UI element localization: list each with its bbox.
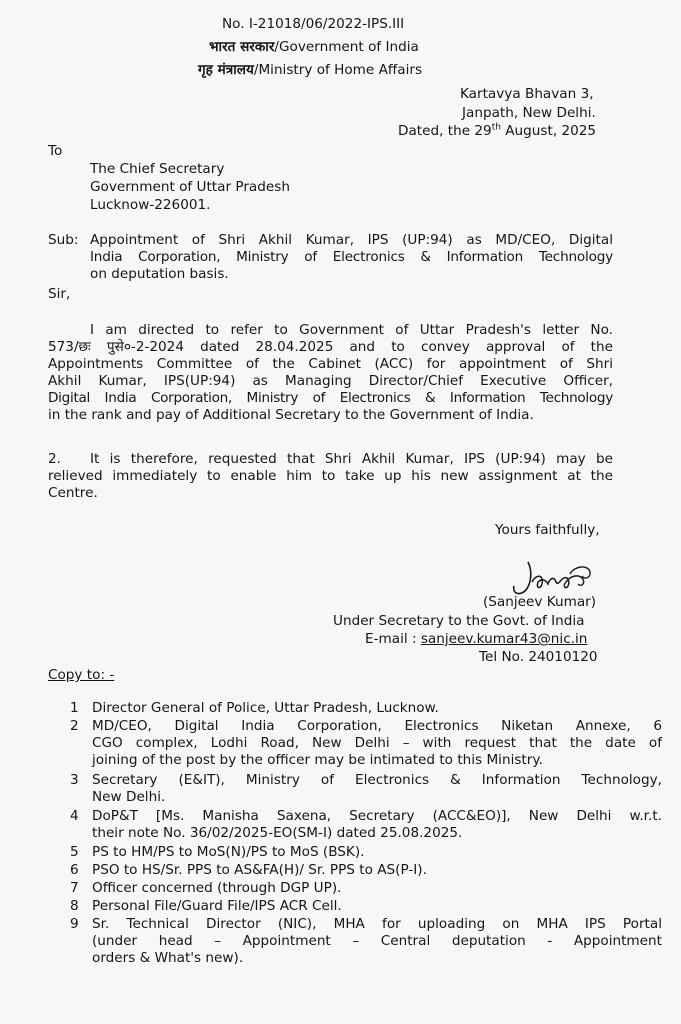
copy-to-item-line: Director General of Police, Uttar Pradesh, Lucknow. — [92, 700, 439, 716]
copy-to-item-text — [92, 700, 662, 717]
para2-number: 2. — [48, 451, 61, 467]
para1-line-6: in the rank and pay of Additional Secretary to the Government of India. — [48, 407, 534, 423]
copy-to-item-number: 6 — [70, 862, 79, 878]
copy-to-item-number: 9 — [70, 916, 79, 932]
copy-to-item-line: Officer concerned (through DGP UP). — [92, 880, 342, 896]
copy-to-item-number: 5 — [70, 844, 79, 860]
government-line — [209, 39, 419, 56]
copy-to-item-number: 8 — [70, 898, 79, 914]
ministry-hindi: गृह मंत्रालय — [198, 62, 254, 78]
recipient-line-2: Government of Uttar Pradesh — [90, 179, 290, 195]
para1-line-4: Akhil Kumar, IPS(UP:94) as Managing Director/Chief Executive Officer, — [48, 373, 613, 389]
copy-to-item-line: DoP&T [Ms. Manisha Saxena, Secretary (ACC&EO)], New Delhi w.r.t. — [92, 808, 662, 824]
para1-line-5: Digital India Corporation, Ministry of Electronics & Information Technology — [48, 390, 613, 406]
date-line: Dated, the 29th August, 2025 — [398, 122, 597, 139]
copy-to-item-number: 4 — [70, 808, 79, 824]
subject-label: Sub: — [48, 232, 79, 248]
copy-to-item-text — [92, 808, 662, 842]
closing: Yours faithfully, — [495, 522, 600, 538]
address-line-1: Kartavya Bhavan 3, — [460, 86, 594, 102]
copy-to-item-text — [92, 916, 662, 967]
copy-to-item-line: CGO complex, Lodhi Road, New Delhi – with request that the date of — [92, 735, 662, 751]
copy-to-item-text — [92, 844, 662, 861]
para1-line-2: 573/छः पुसे०-2-2024 dated 28.04.2025 and to convey approval of the — [48, 339, 613, 355]
subject-text — [90, 232, 613, 283]
copy-to-item-number: 3 — [70, 772, 79, 788]
copy-to-item-line: Sr. Technical Director (NIC), MHA for uploading on MHA IPS Portal — [92, 916, 662, 932]
signatory-designation: Under Secretary to the Govt. of India — [333, 613, 585, 629]
salutation: Sir, — [48, 286, 71, 302]
copy-to-item-line: Secretary (E&IT), Ministry of Electronics & Information Technology, — [92, 772, 662, 788]
para2-line-2: relieved immediately to enable him to take up his new assignment at the — [48, 468, 613, 484]
file-number: No. I-21018/06/2022-IPS.III — [222, 16, 405, 32]
para1-line-3: Appointments Committee of the Cabinet (ACC) for appointment of Shri — [48, 356, 613, 372]
copy-to-item-text — [92, 880, 662, 897]
copy-to-item-line: MD/CEO, Digital India Corporation, Electronics Niketan Annexe, 6 — [92, 718, 662, 734]
recipient-line-1: The Chief Secretary — [90, 161, 225, 177]
copy-to-item-text — [92, 772, 662, 806]
copy-to-item-text — [92, 862, 662, 879]
copy-to-item-line: (under head – Appointment – Central deputation - Appointment — [92, 933, 662, 949]
para2-line-3: Centre. — [48, 485, 98, 501]
recipient-line-3: Lucknow-226001. — [90, 197, 211, 213]
ministry-english: /Ministry of Home Affairs — [253, 62, 423, 78]
ministry-line — [198, 62, 422, 79]
copy-to-item-number: 1 — [70, 700, 79, 716]
copy-to-item-line: PSO to HS/Sr. PPS to AS&FA(H)/ Sr. PPS to AS(P-I). — [92, 862, 427, 878]
paragraph-2 — [48, 451, 613, 502]
copy-to-item-line: Personal File/Guard File/IPS ACR Cell. — [92, 898, 342, 914]
copy-to-item-text — [92, 898, 662, 915]
copy-to-item-line: joining of the post by the officer may be intimated to this Ministry. — [92, 752, 543, 768]
email-link[interactable]: sanjeev.kumar43@nic.in — [420, 631, 588, 647]
address-line-2: Janpath, New Delhi. — [462, 105, 596, 121]
copy-to-item-line: New Delhi. — [92, 789, 166, 805]
paragraph-1 — [48, 322, 613, 424]
subject-line-2: India Corporation, Ministry of Electronics & Information Technology — [90, 249, 613, 265]
copy-to-heading: Copy to: - — [48, 667, 115, 683]
copy-to-item-number: 2 — [70, 718, 79, 734]
to-label: To — [48, 143, 63, 159]
copy-to-item-line: PS to HM/PS to MoS(N)/PS to MoS (BSK). — [92, 844, 365, 860]
copy-to-item-number: 7 — [70, 880, 79, 896]
signatory-email-line: E-mail : sanjeev.kumar43@nic.in — [365, 631, 588, 647]
government-english: /Government of India — [274, 39, 419, 55]
copy-to-item-line: their note No. 36/02/2025-EO(SM-I) dated 25.08.2025. — [92, 825, 463, 841]
para1-line-1: I am directed to refer to Government of Uttar Pradesh's letter No. — [90, 322, 613, 338]
subject-line-1: Appointment of Shri Akhil Kumar, IPS (UP:94) as MD/CEO, Digital — [90, 232, 613, 248]
signatory-tel: Tel No. 24010120 — [479, 649, 598, 665]
copy-to-item-text — [92, 718, 662, 769]
subject-line-3: on deputation basis. — [90, 266, 229, 282]
para2-line-1: It is therefore, requested that Shri Akhil Kumar, IPS (UP:94) may be — [90, 451, 613, 467]
copy-to-item-line: orders & What's new). — [92, 950, 244, 966]
government-hindi: भारत सरकार — [209, 39, 275, 55]
signatory-name: (Sanjeev Kumar) — [483, 594, 597, 610]
